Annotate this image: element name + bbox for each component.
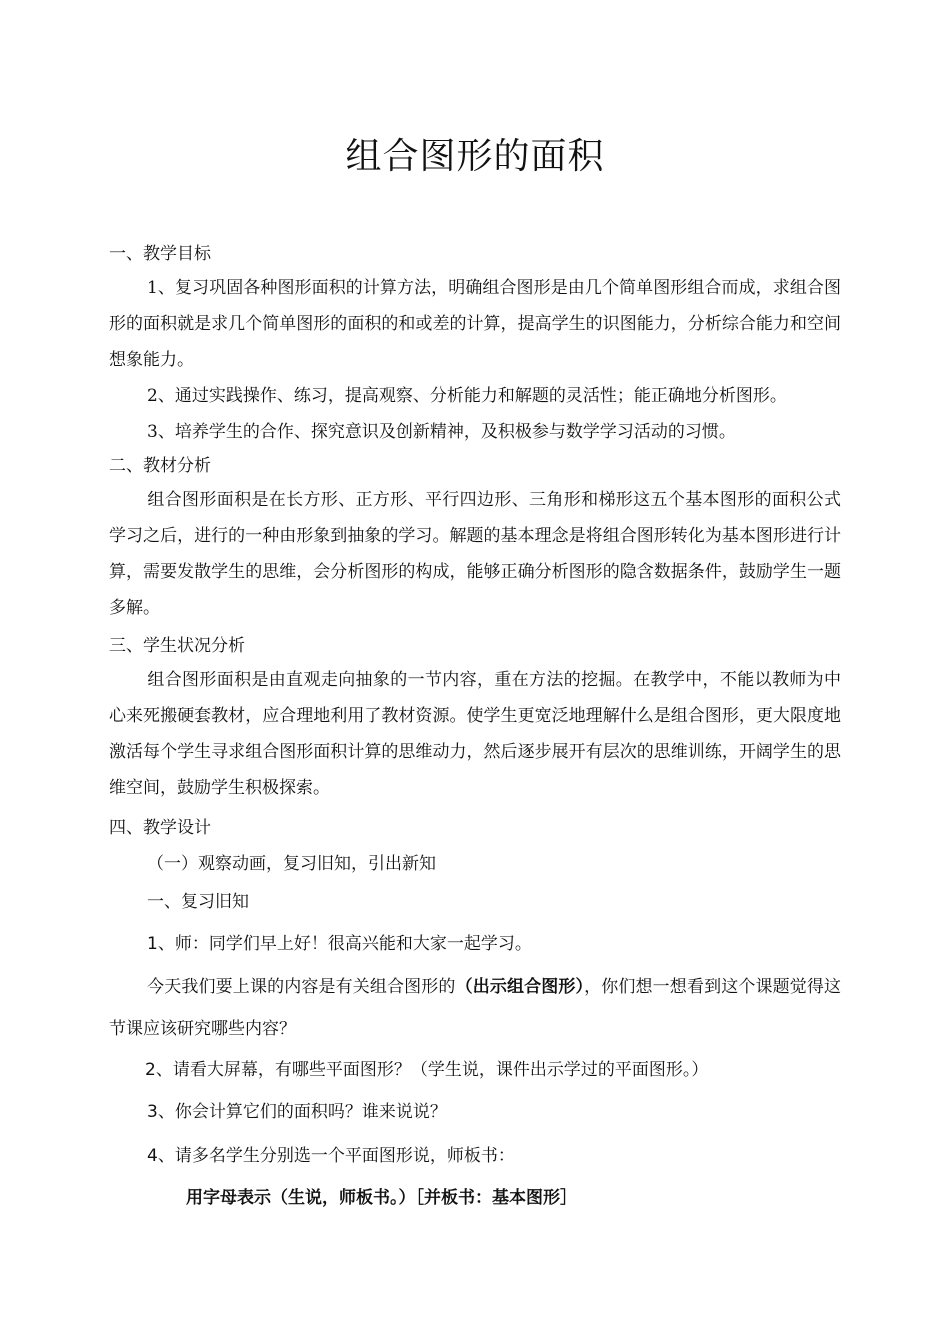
students-paragraph (109, 662, 841, 806)
section-heading-objectives: 一、教学目标 (109, 244, 211, 264)
objective-paragraph-3 (109, 414, 841, 450)
section-heading-students: 三、学生状况分析 (109, 636, 245, 656)
design-subheading-1: （一）观察动画，复习旧知，引出新知 (147, 854, 436, 874)
objective-1-text: 1、复习巩固各种图形面积的计算方法，明确组合图形是由几个简单图形组合而成，求组合图形的面积就是求几个简单图形的面积的和或差的计算，提高学生的识图能力，分析综合能力和空间想象能力。 (109, 278, 841, 370)
materials-paragraph (109, 482, 841, 626)
step-2: 2、请看大屏幕，有哪些平面图形？（学生说，课件出示学过的平面图形。） (145, 1060, 709, 1080)
materials-text: 组合图形面积是在长方形、正方形、平行四边形、三角形和梯形这五个基本图形的面积公式学习之后，进行的一种由形象到抽象的学习。解题的基本理念是将组合图形转化为基本图形进行计算，需要发散学生的思维，会分析图形的构成，能够正确分析图形的隐含数据条件，鼓励学生一题多解。 (109, 490, 841, 618)
step-1: 1、师：同学们早上好！很高兴能和大家一起学习。 (147, 934, 532, 954)
section-heading-materials: 二、教材分析 (109, 456, 211, 476)
objective-paragraph-2 (109, 378, 841, 414)
section-heading-design: 四、教学设计 (109, 818, 211, 838)
step-3: 3、你会计算它们的面积吗？谁来说说？ (147, 1102, 447, 1122)
step-1b-text-post: ，你们想一想看到这个课题觉得这节课应该研究哪些内容？ (109, 977, 842, 1039)
objective-paragraph-1 (109, 270, 841, 378)
students-text: 组合图形面积是由直观走向抽象的一节内容，重在方法的挖掘。在教学中，不能以教师为中心来死搬硬套教材，应合理地利用了教材资源。使学生更宽泛地理解什么是组合图形，更大限度地激活每个学生寻求组合图形面积计算的思维动力，然后逐步展开有层次的思维训练，开阔学生的思维空间，鼓励学生积极探索。 (109, 670, 841, 798)
step-1b-bold: （出示组合图形） (455, 977, 585, 997)
design-subheading-2: 一、复习旧知 (147, 892, 249, 912)
step-4: 4、请多名学生分别选一个平面图形说，师板书： (147, 1146, 515, 1166)
board-note: 用字母表示（生说，师板书。）［并板书：基本图形］ (186, 1188, 577, 1208)
step-1b-paragraph (109, 966, 841, 1050)
document-title: 组合图形的面积 (345, 136, 605, 177)
objective-3-text: 3、培养学生的合作、探究意识及创新精神，及积极参与数学学习活动的习惯。 (147, 422, 736, 442)
objective-2-text: 2、通过实践操作、练习，提高观察、分析能力和解题的灵活性；能正确地分析图形。 (147, 386, 787, 406)
step-1b-text-pre: 今天我们要上课的内容是有关组合图形的 (147, 977, 456, 997)
